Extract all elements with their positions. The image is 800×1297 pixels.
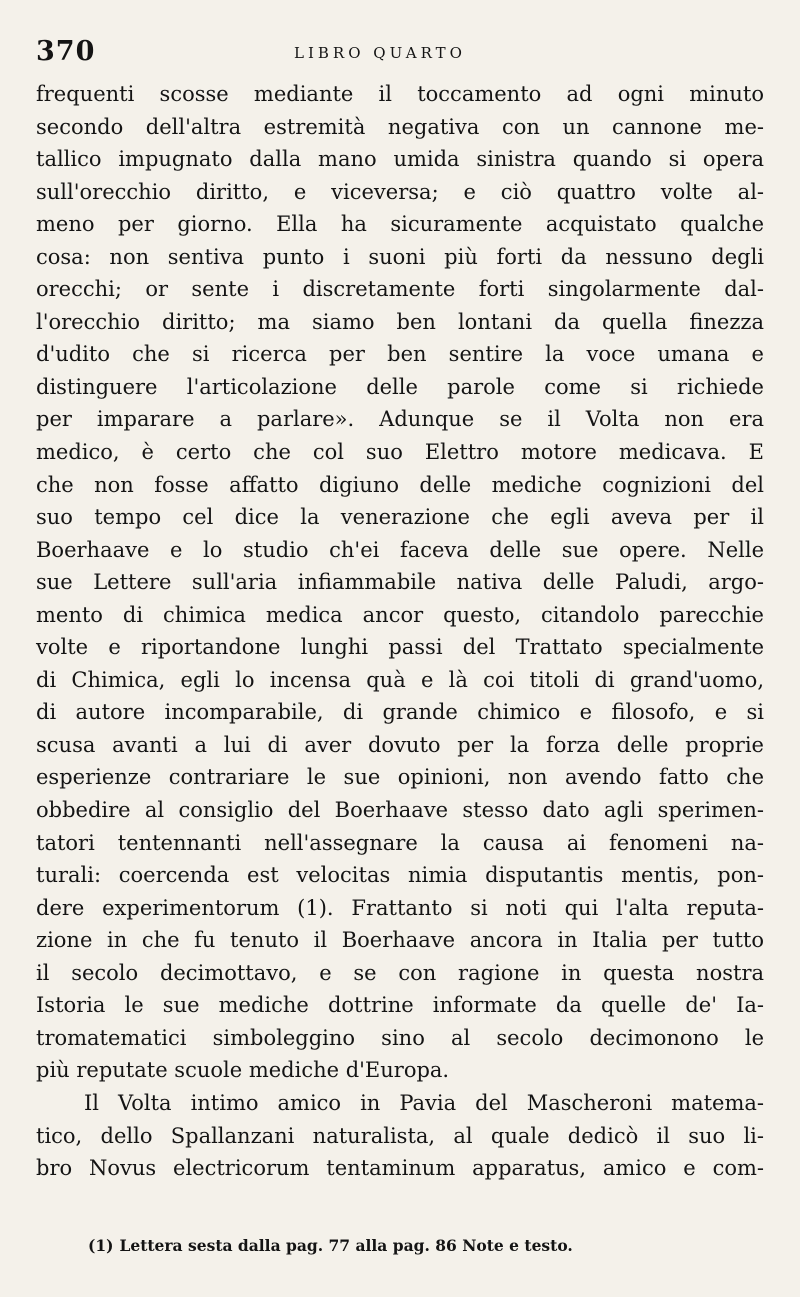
text-line: sull'orecchio diritto, e viceversa; e ciò quattro volte al-: [36, 179, 764, 204]
text-line: meno per giorno. Ella ha sicuramente acquistato qualche: [36, 212, 764, 237]
text-line: tatori tentennanti nell'assegnare la causa ai fenomeni na-: [36, 830, 764, 855]
text-line: volte e riportandone lunghi passi del Trattato specialmente: [36, 635, 764, 660]
text-line: tromatematici simboleggino sino al secolo decimonono le: [36, 1025, 764, 1050]
text-line: obbedire al consiglio del Boerhaave stesso dato agli sperimen-: [36, 798, 764, 823]
text-line: frequenti scosse mediante il toccamento ad ogni minuto: [36, 82, 764, 106]
text-line: distinguere l'articolazione delle parole come si richiede: [36, 374, 764, 399]
text-line: Istoria le sue mediche dottrine informate da quelle de' Ia-: [36, 993, 764, 1018]
text-line: tico, dello Spallanzani naturalista, al quale dedicò il suo li-: [36, 1123, 764, 1148]
text-line: cosa: non sentiva punto i suoni più forti da nessuno degli: [36, 244, 764, 269]
text-line: di Chimica, egli lo incensa quà e là coi titoli di grand'uomo,: [36, 667, 764, 692]
text-line: che non fosse affatto digiuno delle mediche cognizioni del: [36, 472, 764, 497]
text-line: di autore incomparabile, di grande chimico e filosofo, e si: [36, 700, 764, 725]
text-line: esperienze contrariare le sue opinioni, non avendo fatto che: [36, 765, 764, 790]
body-text: [36, 78, 764, 1185]
text-line: turali: coercenda est velocitas nimia disputantis mentis, pon-: [36, 863, 764, 888]
text-line: Boerhaave e lo studio ch'ei faceva delle sue opere. Nelle: [36, 537, 764, 562]
footnote-mark: (1): [88, 1236, 114, 1255]
text-line: l'orecchio diritto; ma siamo ben lontani da quella finezza: [36, 309, 764, 334]
footnote: [88, 1236, 573, 1255]
text-line: sue Lettere sull'aria infiammabile nativa delle Paludi, argo-: [36, 570, 764, 595]
text-line: d'udito che si ricerca per ben sentire la voce umana e: [36, 342, 764, 367]
text-line: suo tempo cel dice la venerazione che egli aveva per il: [36, 505, 764, 530]
text-line: zione in che fu tenuto il Boerhaave ancora in Italia per tutto: [36, 928, 764, 953]
text-line: tallico impugnato dalla mano umida sinistra quando si opera: [36, 147, 764, 172]
page-header: [36, 36, 760, 76]
text-line: bro Novus electricorum tentaminum apparatus, amico e com-: [36, 1156, 764, 1181]
text-line: scusa avanti a lui di aver dovuto per la forza delle proprie: [36, 732, 764, 757]
running-head: LIBRO QUARTO: [294, 44, 466, 62]
text-line: più reputate scuole mediche d'Europa.: [36, 1058, 450, 1083]
text-line: mento di chimica medica ancor questo, citandolo parecchie: [36, 602, 764, 627]
text-line: secondo dell'altra estremità negativa con un cannone me-: [36, 114, 764, 139]
text-line: dere experimentorum (1). Frattanto si noti qui l'alta reputa-: [36, 895, 764, 920]
text-line: per imparare a parlare». Adunque se il Volta non era: [36, 407, 764, 432]
text-line: Il Volta intimo amico in Pavia del Mascheroni matema-: [84, 1090, 764, 1115]
text-line: il secolo decimottavo, e se con ragione in questa nostra: [36, 960, 764, 985]
page-number: 370: [36, 36, 96, 67]
footnote-text: Lettera sesta dalla pag. 77 alla pag. 86 Note e testo.: [119, 1236, 573, 1255]
text-line: orecchi; or sente i discretamente forti singolarmente dal-: [36, 277, 764, 302]
text-line: medico, è certo che col suo Elettro motore medicava. E: [36, 440, 764, 465]
